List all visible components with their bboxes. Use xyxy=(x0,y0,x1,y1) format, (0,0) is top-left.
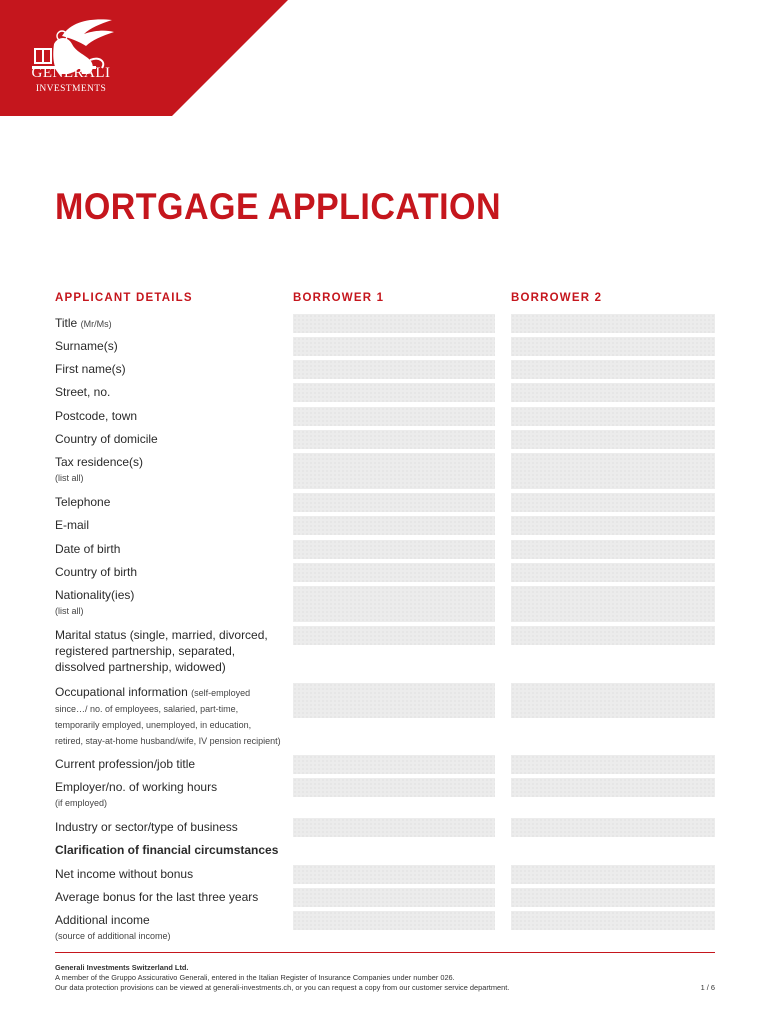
field-industry-borrower-1[interactable] xyxy=(293,818,495,837)
column-heading-borrower-1: BORROWER 1 xyxy=(293,292,385,304)
field-country-birth-borrower-2[interactable] xyxy=(511,563,715,582)
field-title-borrower-2[interactable] xyxy=(511,314,715,333)
label-surname: Surname(s) xyxy=(55,339,118,353)
field-country-domicile-borrower-1[interactable] xyxy=(293,430,495,449)
field-postcode-borrower-2[interactable] xyxy=(511,407,715,426)
label-additional-income: Additional income xyxy=(55,913,150,927)
field-profession-borrower-1[interactable] xyxy=(293,755,495,774)
label-telephone: Telephone xyxy=(55,495,111,509)
label-first-name: First name(s) xyxy=(55,362,126,376)
label-postcode: Postcode, town xyxy=(55,409,138,423)
label-employer: Employer/no. of working hours xyxy=(55,780,218,794)
field-profession-borrower-2[interactable] xyxy=(511,755,715,774)
field-occupational-borrower-1[interactable] xyxy=(293,683,495,718)
label-nationality: Nationality(ies) xyxy=(55,588,135,602)
field-country-birth-borrower-1[interactable] xyxy=(293,563,495,582)
note-occupational-4: retired, stay-at-home husband/wife, IV pension recipient) xyxy=(55,736,281,746)
label-country-domicile: Country of domicile xyxy=(55,432,158,446)
field-employer-borrower-1[interactable] xyxy=(293,778,495,797)
field-tax-residence-borrower-1[interactable] xyxy=(293,453,495,489)
field-title-borrower-1[interactable] xyxy=(293,314,495,333)
field-postcode-borrower-1[interactable] xyxy=(293,407,495,426)
logo-subtitle: INVESTMENTS xyxy=(35,84,107,94)
field-surname-borrower-2[interactable] xyxy=(511,337,715,356)
note-occupational-1: (self-employed xyxy=(191,688,251,698)
logo-wordmark: GENERALI xyxy=(31,65,111,81)
field-email-borrower-2[interactable] xyxy=(511,516,715,535)
label-marital-line-1: Marital status (single, married, divorced, xyxy=(55,628,268,642)
label-email: E-mail xyxy=(55,518,90,532)
note-additional-income: (source of additional income) xyxy=(55,931,171,941)
label-tax-residence: Tax residence(s) xyxy=(55,455,144,469)
label-net-income: Net income without bonus xyxy=(55,867,194,881)
field-nationality-borrower-2[interactable] xyxy=(511,586,715,622)
note-occupational-2: since…/ no. of employees, salaried, part-time, xyxy=(55,704,239,714)
note-employer: (if employed) xyxy=(55,798,108,808)
field-country-domicile-borrower-2[interactable] xyxy=(511,430,715,449)
section-heading-applicant-details: APPLICANT DETAILS xyxy=(55,292,193,304)
field-industry-borrower-2[interactable] xyxy=(511,818,715,837)
label-profession: Current profession/job title xyxy=(55,757,196,771)
field-telephone-borrower-2[interactable] xyxy=(511,493,715,512)
footer-line-2: Our data protection provisions can be viewed at generali-investments.ch, or you can request a copy from our customer service department. xyxy=(55,983,510,992)
field-average-bonus-borrower-1[interactable] xyxy=(293,888,495,907)
field-occupational-borrower-2[interactable] xyxy=(511,683,715,718)
note-tax-residence: (list all) xyxy=(55,473,84,483)
field-telephone-borrower-1[interactable] xyxy=(293,493,495,512)
column-heading-borrower-2: BORROWER 2 xyxy=(511,292,603,304)
label-average-bonus: Average bonus for the last three years xyxy=(55,890,259,904)
field-additional-income-borrower-1[interactable] xyxy=(293,911,495,930)
field-nationality-borrower-1[interactable] xyxy=(293,586,495,622)
label-financial-heading: Clarification of financial circumstances xyxy=(55,843,279,857)
field-surname-borrower-1[interactable] xyxy=(293,337,495,356)
note-nationality: (list all) xyxy=(55,606,84,616)
field-street-borrower-1[interactable] xyxy=(293,383,495,402)
page-title: MORTGAGE APPLICATION xyxy=(55,186,502,227)
label-country-birth: Country of birth xyxy=(55,565,138,579)
label-industry: Industry or sector/type of business xyxy=(55,820,238,834)
field-street-borrower-2[interactable] xyxy=(511,383,715,402)
field-first-name-borrower-2[interactable] xyxy=(511,360,715,379)
label-date-of-birth: Date of birth xyxy=(55,542,121,556)
footer-company: Generali Investments Switzerland Ltd. xyxy=(55,963,189,972)
label-marital-line-2: registered partnership, separated, xyxy=(55,644,236,658)
field-net-income-borrower-1[interactable] xyxy=(293,865,495,884)
label-marital-line-3: dissolved partnership, widowed) xyxy=(55,660,226,674)
note-title: (Mr/Ms) xyxy=(80,319,112,329)
note-occupational-3: temporarily employed, unemployed, in education, xyxy=(55,720,252,730)
field-first-name-borrower-1[interactable] xyxy=(293,360,495,379)
footer-divider xyxy=(55,952,715,953)
field-average-bonus-borrower-2[interactable] xyxy=(511,888,715,907)
field-marital-borrower-1[interactable] xyxy=(293,626,495,645)
field-email-borrower-1[interactable] xyxy=(293,516,495,535)
field-tax-residence-borrower-2[interactable] xyxy=(511,453,715,489)
footer-line-1: A member of the Gruppo Assicurativo Generali, entered in the Italian Register of Insurance Companies under number 026. xyxy=(55,973,455,982)
page-number: 1 / 6 xyxy=(700,983,715,992)
field-date-of-birth-borrower-2[interactable] xyxy=(511,540,715,559)
field-date-of-birth-borrower-1[interactable] xyxy=(293,540,495,559)
field-marital-borrower-2[interactable] xyxy=(511,626,715,645)
label-title: Title xyxy=(55,316,78,330)
field-net-income-borrower-2[interactable] xyxy=(511,865,715,884)
field-additional-income-borrower-2[interactable] xyxy=(511,911,715,930)
label-street: Street, no. xyxy=(55,385,111,399)
field-employer-borrower-2[interactable] xyxy=(511,778,715,797)
label-occupational: Occupational information xyxy=(55,685,188,699)
